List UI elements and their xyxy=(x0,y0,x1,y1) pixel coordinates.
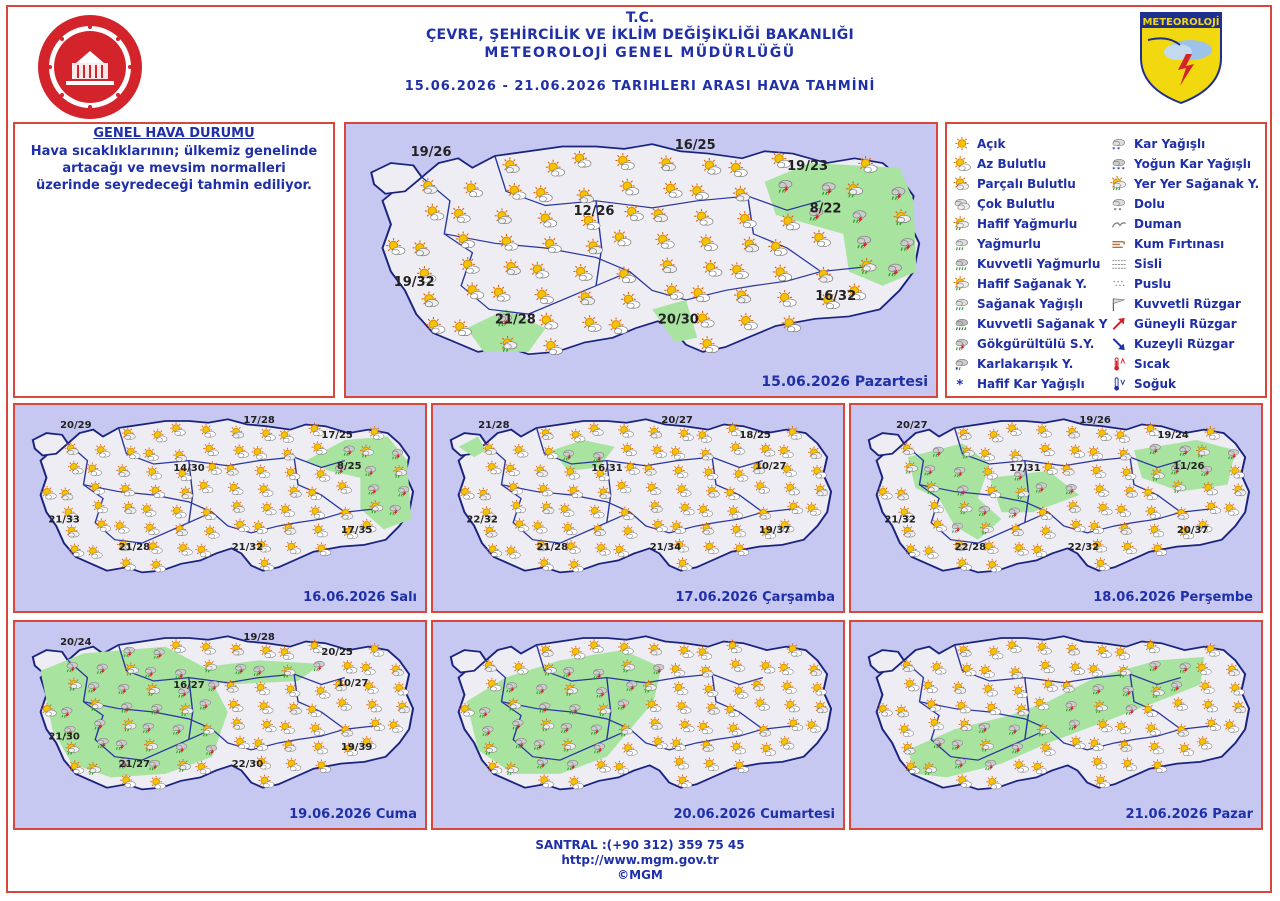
temperature-label: 21/30 xyxy=(48,731,80,743)
temperature-label: 22/28 xyxy=(954,542,987,554)
turkey-land xyxy=(459,419,831,572)
legend-item-label: Hafif Kar Yağışlı xyxy=(977,377,1085,391)
shower-icon xyxy=(953,296,971,312)
forecast-map-day-3 xyxy=(431,403,845,613)
temperature-label: 21/34 xyxy=(649,542,682,554)
rain-icon xyxy=(953,236,971,252)
temperature-label: 16/32 xyxy=(815,288,857,304)
forecast-date-5: 19.06.2026 Cuma xyxy=(289,807,417,822)
svg-text:*: * xyxy=(1112,147,1116,152)
forecast-date-3: 17.06.2026 Çarşamba xyxy=(675,590,835,605)
temperature-label: 22/32 xyxy=(1067,542,1100,554)
legend-item-label: Sıcak xyxy=(1134,357,1170,371)
legend-item-label: Gökgürültülü S.Y. xyxy=(977,337,1095,351)
legend-item xyxy=(1110,274,1259,294)
forecast-date-6: 20.06.2026 Cumartesi xyxy=(673,807,835,822)
legend-item-label: Kuvvetli Yağmurlu xyxy=(977,257,1101,271)
legend-item-label: Çok Bulutlu xyxy=(977,197,1055,211)
svg-text:*: * xyxy=(955,367,959,372)
legend-item xyxy=(953,274,1107,294)
temperature-label: 19/24 xyxy=(1157,430,1189,442)
legend-item-label: Yer Yer Sağanak Y. xyxy=(1134,177,1260,191)
svg-text:*: * xyxy=(1117,147,1121,152)
heavy-shower-icon xyxy=(953,316,971,332)
legend-item xyxy=(1110,374,1259,394)
temperature-label: 20/37 xyxy=(1176,524,1209,536)
legend-item xyxy=(953,374,1107,394)
temperature-label: 20/27 xyxy=(896,419,928,431)
legend-item xyxy=(953,314,1107,334)
temperature-label: 19/23 xyxy=(787,159,829,175)
light-snow-icon xyxy=(953,376,971,392)
north-wind-icon xyxy=(1110,336,1128,352)
svg-text:*: * xyxy=(1112,167,1116,172)
temperature-label: 10/27 xyxy=(337,678,369,690)
forecast-map-day-6 xyxy=(431,620,845,830)
south-wind-icon xyxy=(1110,316,1128,332)
fog-icon xyxy=(1110,256,1128,272)
legend-item-label: Hafif Sağanak Y. xyxy=(977,277,1087,291)
legend-panel xyxy=(945,122,1267,398)
haze-icon xyxy=(1110,276,1128,292)
temperature-label: 21/27 xyxy=(118,759,151,771)
legend-item-label: Az Bulutlu xyxy=(977,157,1047,171)
temperature-label: 16/27 xyxy=(173,679,205,691)
temperature-label: 21/28 xyxy=(478,419,510,431)
legend-item-label: Dolu xyxy=(1134,197,1165,211)
footer-website-link[interactable]: http://www.mgm.gov.tr xyxy=(561,853,719,867)
sun-small-cloud-icon xyxy=(953,156,971,172)
strong-wind-icon xyxy=(1110,296,1128,312)
forecast-date-7: 21.06.2026 Pazar xyxy=(1125,807,1253,822)
temperature-label: 17/35 xyxy=(340,524,373,536)
temperature-label: 20/30 xyxy=(657,312,699,328)
legend-item xyxy=(1110,354,1259,374)
temperature-label: 20/25 xyxy=(321,647,353,659)
general-weather-title: GENEL HAVA DURUMU xyxy=(93,126,255,141)
legend-item-label: Duman xyxy=(1134,217,1182,231)
legend-item xyxy=(953,234,1107,254)
legend-column-right xyxy=(1110,134,1259,394)
forecast-map-day-7 xyxy=(849,620,1263,830)
smoke-icon xyxy=(1110,216,1128,232)
header-ministry: ÇEVRE, ŞEHİRCİLİK VE İKLİM DEĞİŞİKLİĞİ BAKANLIĞI xyxy=(425,27,855,43)
turkey-map xyxy=(15,405,425,611)
temperature-label: 12/26 xyxy=(573,203,615,219)
forecast-map-day-2 xyxy=(13,403,427,613)
temperature-label: 16/31 xyxy=(591,462,623,474)
temperature-label: 20/29 xyxy=(60,419,92,431)
forecast-date-4: 18.06.2026 Perşembe xyxy=(1093,590,1253,605)
temperature-label: 17/31 xyxy=(1009,462,1041,474)
sandstorm-icon xyxy=(1110,236,1128,252)
legend-item-label: Soğuk xyxy=(1134,377,1176,391)
general-weather-panel xyxy=(13,122,335,398)
legend-item xyxy=(1110,294,1259,314)
legend-item-label: Karlakarışık Y. xyxy=(977,357,1074,371)
hot-icon xyxy=(1110,356,1128,372)
forecast-map-day-5 xyxy=(13,620,427,830)
legend-item-label: Yağmurlu xyxy=(977,237,1041,251)
legend-item-label: Sisli xyxy=(1134,257,1163,271)
thunderstorm-icon xyxy=(953,336,971,352)
legend-item xyxy=(953,194,1107,214)
svg-text:*: * xyxy=(1117,167,1121,172)
cloud-icon xyxy=(953,196,971,212)
temperature-label: 20/27 xyxy=(661,414,693,426)
temperature-label: 21/28 xyxy=(494,312,536,328)
legend-item-label: Kuvvetli Rüzgar xyxy=(1134,297,1241,311)
legend-item xyxy=(1110,334,1259,354)
legend-item xyxy=(1110,234,1259,254)
footer xyxy=(380,838,900,883)
temperature-label: 8/25 xyxy=(337,461,362,473)
legend-item xyxy=(1110,214,1259,234)
legend-item xyxy=(953,154,1107,174)
turkey-map xyxy=(851,405,1261,611)
temperature-label: 10/27 xyxy=(755,461,787,473)
turkey-map xyxy=(433,405,843,611)
legend-column-left xyxy=(953,134,1107,394)
legend-item xyxy=(953,174,1107,194)
legend-item-label: Güneyli Rüzgar xyxy=(1134,317,1237,331)
sun-cloud-icon xyxy=(953,176,971,192)
legend-item-label: Kar Yağışlı xyxy=(1134,137,1206,151)
temperature-label: 18/25 xyxy=(739,430,771,442)
hail-icon xyxy=(1110,196,1128,212)
ministry-logo xyxy=(36,13,144,121)
temperature-label: 19/37 xyxy=(758,524,791,536)
legend-item xyxy=(1110,194,1259,214)
temperature-label: 17/25 xyxy=(321,430,353,442)
light-rain-icon xyxy=(953,216,971,232)
temperature-label: 21/28 xyxy=(536,542,569,554)
temperature-label: 19/32 xyxy=(393,274,435,290)
local-shower-icon xyxy=(1110,176,1128,192)
legend-item-label: Kuzeyli Rüzgar xyxy=(1134,337,1235,351)
temperature-label: 19/26 xyxy=(410,144,452,160)
legend-item xyxy=(1110,254,1259,274)
temperature-label: 22/32 xyxy=(466,514,498,526)
legend-item xyxy=(953,354,1107,374)
temperature-label: 19/26 xyxy=(1079,414,1111,426)
legend-item-label: Kum Fırtınası xyxy=(1134,237,1225,251)
sun-icon xyxy=(953,136,971,152)
forecast-map-day-1 xyxy=(344,122,938,398)
forecast-map-day-4 xyxy=(849,403,1263,613)
temperature-label: 19/28 xyxy=(243,631,275,643)
forecast-date-2: 16.06.2026 Salı xyxy=(303,590,417,605)
legend-item-label: Kuvvetli Sağanak Y xyxy=(977,317,1108,331)
turkey-map xyxy=(433,622,843,828)
heavy-snow-icon xyxy=(1110,156,1128,172)
turkey-map xyxy=(15,622,425,828)
header xyxy=(300,10,980,96)
meteoroloji-logo xyxy=(1138,10,1224,105)
legend-item xyxy=(953,214,1107,234)
temperature-label: 8/22 xyxy=(809,201,842,217)
temperature-label: 11/26 xyxy=(1173,461,1205,473)
legend-item-label: Açık xyxy=(977,137,1006,151)
legend-item xyxy=(953,294,1107,314)
general-weather-text: Hava sıcaklıklarının; ülkemiz genelinde artacağı ve mevsim normalleri üzerinde seyredeceği tahmin ediliyor. xyxy=(30,144,318,193)
temperature-label: 19/39 xyxy=(340,741,373,753)
legend-item-label: Yoğun Kar Yağışlı xyxy=(1134,157,1251,171)
heavy-rain-icon xyxy=(953,256,971,272)
header-period: 15.06.2026 - 21.06.2026 TARIHLERI ARASI HAVA TAHMİNİ xyxy=(404,79,876,94)
light-shower-icon xyxy=(953,276,971,292)
legend-item xyxy=(1110,174,1259,194)
header-directorate: METEOROLOJİ GENEL MÜDÜRLÜĞÜ xyxy=(484,45,796,61)
header-line-tc: T.C. xyxy=(625,10,655,26)
footer-phone: SANTRAL :(+90 312) 359 75 45 xyxy=(535,838,745,852)
cold-icon xyxy=(1110,376,1128,392)
footer-copyright: ©MGM xyxy=(617,868,663,882)
legend-item xyxy=(953,134,1107,154)
temperature-label: 21/32 xyxy=(884,514,916,526)
sleet-icon xyxy=(953,356,971,372)
temperature-label: 21/32 xyxy=(231,542,264,554)
legend-item-label: Sağanak Yağışlı xyxy=(977,297,1083,311)
snow-icon xyxy=(1110,136,1128,152)
legend-item xyxy=(1110,154,1259,174)
temperature-label: 22/30 xyxy=(231,759,264,771)
temperature-label: 21/28 xyxy=(118,542,151,554)
temperature-label: 17/28 xyxy=(243,414,275,426)
meteoroloji-logo-text: METEOROLOJİ xyxy=(1142,17,1220,28)
temperature-label: 16/25 xyxy=(674,137,716,153)
temperature-label: 21/33 xyxy=(48,514,80,526)
svg-text:*: * xyxy=(956,378,964,392)
turkey-map xyxy=(346,124,936,396)
legend-item-label: Parçalı Bulutlu xyxy=(977,177,1076,191)
temperature-label: 14/30 xyxy=(173,462,205,474)
legend-item xyxy=(953,254,1107,274)
temperature-label: 20/24 xyxy=(60,636,92,648)
forecast-date-1: 15.06.2026 Pazartesi xyxy=(761,374,928,390)
legend-item xyxy=(1110,314,1259,334)
svg-text:*: * xyxy=(1121,167,1125,172)
legend-item xyxy=(953,334,1107,354)
legend-item-label: Puslu xyxy=(1134,277,1172,291)
legend-item-label: Hafif Yağmurlu xyxy=(977,217,1078,231)
legend-item xyxy=(1110,134,1259,154)
turkey-map xyxy=(851,622,1261,828)
